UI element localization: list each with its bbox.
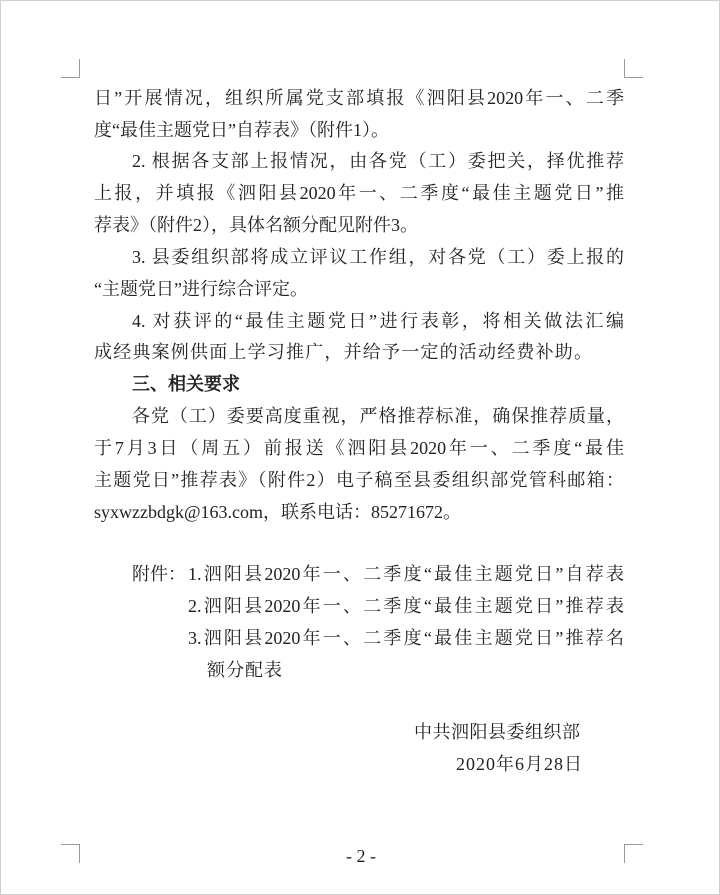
attachment-item: 1.泗阳县2020年一、二季度“最佳主题党日”自荐表 <box>188 564 624 584</box>
signature-date: 2020年6月28日 <box>456 754 583 774</box>
body-line: 各党（工）委要高度重视，严格推荐标准，确保推荐质量， <box>132 406 624 426</box>
attachment-item: 2.泗阳县2020年一、二季度“最佳主题党日”推荐表 <box>188 596 624 616</box>
body-line: 上报，并填报《泗阳县2020年一、二季度“最佳主题党日”推 <box>94 183 624 203</box>
attachment-item: 额分配表 <box>207 660 283 680</box>
crop-mark-top-right <box>624 59 643 78</box>
attachment-item: 3.泗阳县2020年一、二季度“最佳主题党日”推荐名 <box>188 628 624 648</box>
page-number: - 2 - <box>346 846 376 866</box>
section-heading: 三、相关要求 <box>132 374 240 394</box>
crop-mark-top-left <box>61 59 80 78</box>
body-line: 3. 县委组织部将成立评议工作组，对各党（工）委上报的 <box>132 247 624 267</box>
body-line: 度“最佳主题党日”自荐表》（附件1）。 <box>94 120 389 140</box>
body-line: 4. 对获评的“最佳主题党日”进行表彰，将相关做法汇编 <box>132 311 624 331</box>
body-line: 日”开展情况，组织所属党支部填报《泗阳县2020年一、二季 <box>94 88 624 108</box>
attachments-label: 附件： <box>132 564 186 584</box>
body-line: 成经典案例供面上学习推广，并给予一定的活动经费补助。 <box>94 342 594 362</box>
body-line: 荐表》（附件2），具体名额分配见附件3。 <box>94 215 418 235</box>
body-line: 主题党日”推荐表》（附件2）电子稿至县委组织部党管科邮箱： <box>94 470 624 490</box>
body-line: 2. 根据各支部上报情况，由各党（工）委把关，择优推荐 <box>132 151 624 171</box>
body-line: 于7月3日（周五）前报送《泗阳县2020年一、二季度“最佳 <box>94 438 624 458</box>
body-line: “主题党日”进行综合评定。 <box>94 279 308 299</box>
contact-line: syxwzzbdgk@163.com，联系电话：85271672。 <box>94 502 462 522</box>
signature-org: 中共泗阳县委组织部 <box>414 722 581 742</box>
